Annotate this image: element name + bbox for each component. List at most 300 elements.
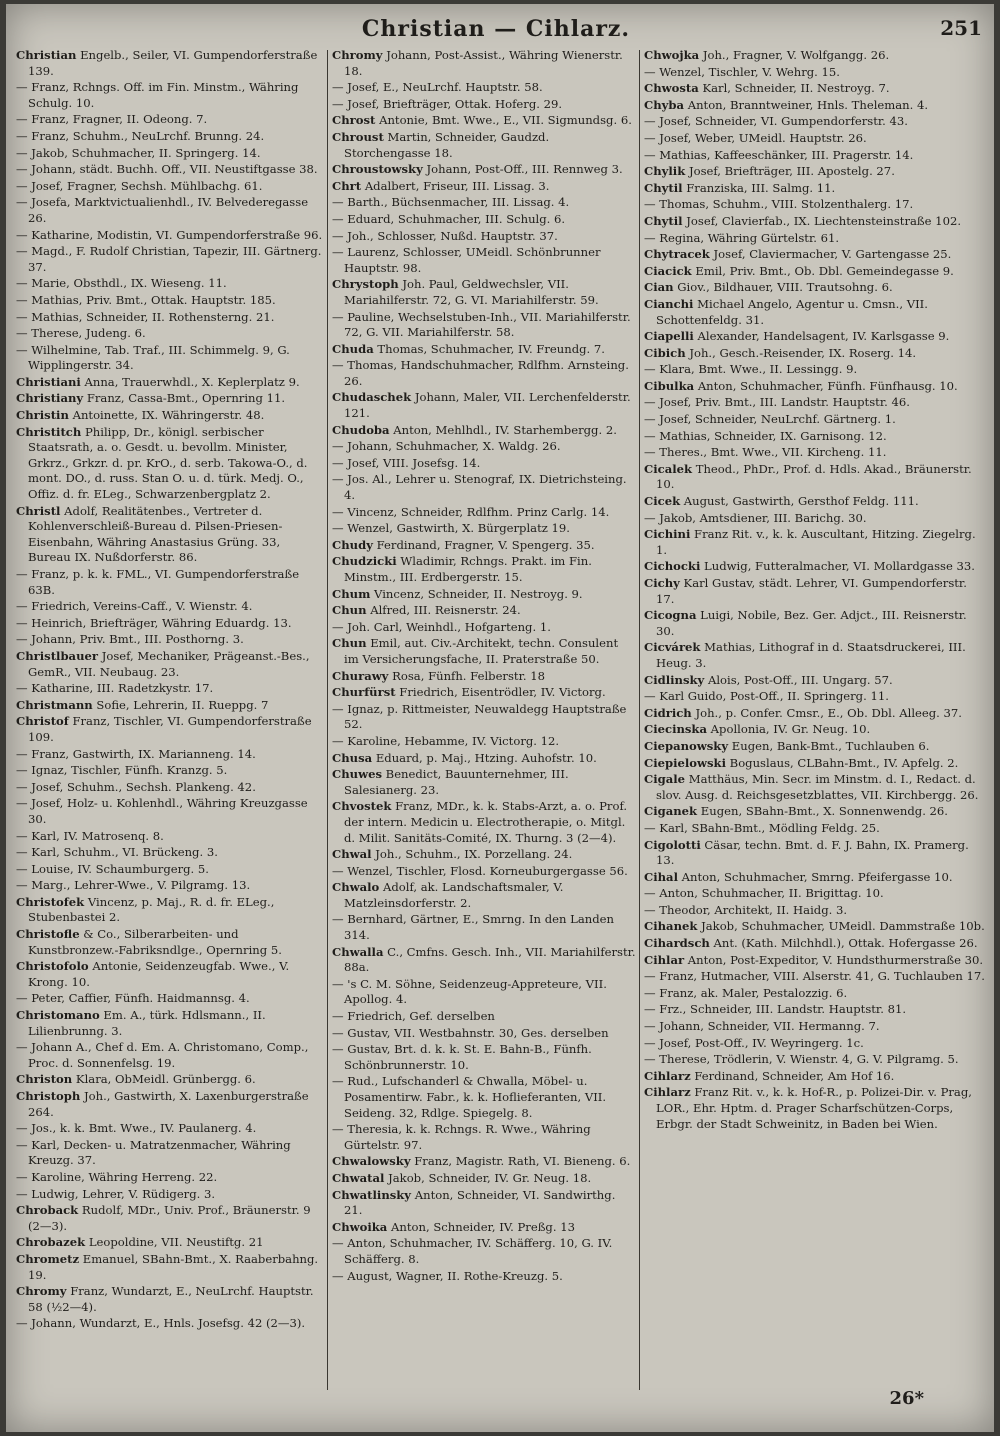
entry-details: — Josefa, Marktvictualienhdl., IV. Belvederegasse 26. xyxy=(16,195,309,225)
entry-surname: Chun xyxy=(332,603,367,618)
page-header xyxy=(6,14,994,48)
entry-details: — Franz, Gastwirth, IX. Marianneng. 14. xyxy=(16,746,256,761)
entry-surname: Christian xyxy=(16,48,77,62)
entry-details: Joh., p. Confer. Cmsr., E., Ob. Dbl. Alleeg. 37. xyxy=(695,705,962,720)
directory-entry xyxy=(644,576,986,607)
directory-entry xyxy=(332,439,636,455)
directory-entry xyxy=(644,559,986,575)
directory-entry xyxy=(644,346,986,362)
entry-details: — Jos., k. k. Bmt. Wwe., IV. Paulanerg. 4. xyxy=(16,1121,257,1136)
entry-surname: Christoph xyxy=(16,1089,81,1103)
directory-entry xyxy=(332,472,636,503)
directory-entry xyxy=(16,375,324,391)
directory-entry xyxy=(16,829,324,845)
entry-surname: Chudy xyxy=(332,537,373,552)
entry-details: Apollonia, IV. Gr. Neug. 10. xyxy=(710,722,871,737)
entry-details: — Gustav, Brt. d. k. k. St. E. Bahn-B., Fünfh. Schönbrunnerstr. 10. xyxy=(332,1042,592,1072)
directory-entry xyxy=(644,986,986,1002)
directory-entry xyxy=(644,903,986,919)
entry-details: Eugen, SBahn-Bmt., X. Sonnenwendg. 26. xyxy=(700,804,948,819)
entry-surname: Chrt xyxy=(332,178,362,193)
directory-entry xyxy=(644,953,986,969)
entry-details: — Eduard, Schuhmacher, III. Schulg. 6. xyxy=(332,211,566,226)
entry-details: Joh., Schuhm., IX. Porzellang. 24. xyxy=(375,847,573,862)
entry-details: Anton, Branntweiner, Hnls. Theleman. 4. xyxy=(687,97,929,112)
directory-entry xyxy=(16,649,324,680)
directory-entry xyxy=(16,276,324,292)
directory-entry xyxy=(16,326,324,342)
directory-entry xyxy=(644,706,986,722)
entry-details: — Josef, VIII. Josefsg. 14. xyxy=(332,455,481,470)
entry-details: — Mathias, Schneider, IX. Garnisong. 12. xyxy=(644,428,887,443)
directory-entry xyxy=(332,977,636,1008)
entry-surname: Chudaschek xyxy=(332,390,412,405)
entry-details: Joh. Paul, Geldwechsler, VII. Mariahilferstr. 72, G. VI. Mariahilferstr. 59. xyxy=(344,277,599,307)
directory-entry xyxy=(332,538,636,554)
directory-entry xyxy=(16,1089,324,1120)
directory-entry xyxy=(16,1138,324,1169)
entry-details: Adolf, Realitätenbes., Vertreter d. Kohlenverschleiß-Bureau d. Pilsen-Priesen-Eisenbahn, Währing Anastasius Grüng. 33, Bureau IX. Nußdorferstr. 86. xyxy=(28,503,283,565)
directory-entry xyxy=(332,423,636,439)
directory-entry xyxy=(16,714,324,745)
entry-details: Eduard, p. Maj., Htzing. Auhofstr. 10. xyxy=(375,750,597,765)
directory-entry xyxy=(644,527,986,558)
entry-surname: Cichini xyxy=(644,527,691,542)
directory-entry xyxy=(644,280,986,296)
directory-entry xyxy=(16,293,324,309)
entry-details: Giov., Bildhauer, VIII. Trautsohng. 6. xyxy=(677,280,893,295)
entry-details: Josef, Clavierfab., IX. Liechtensteinstraße 102. xyxy=(686,213,962,228)
entry-details: — Friedrich, Vereins-Caff., V. Wienstr. 4. xyxy=(16,599,253,614)
entry-surname: Chytracek xyxy=(644,247,710,262)
directory-entry xyxy=(16,747,324,763)
directory-entry xyxy=(644,739,986,755)
entry-details: — Josef, E., NeuLrchf. Hauptstr. 58. xyxy=(332,80,543,95)
entry-surname: Cicogna xyxy=(644,608,697,623)
directory-entry xyxy=(644,969,986,985)
entry-details: Anton, Schneider, IV. Preßg. 13 xyxy=(391,1219,575,1234)
directory-entry xyxy=(644,1036,986,1052)
directory-entry xyxy=(332,310,636,341)
entry-surname: Chwatlinsky xyxy=(332,1187,412,1202)
entry-details: — Magd., F. Rudolf Christian, Tapezir, III. Gärtnerg. 37. xyxy=(16,244,322,274)
directory-entry xyxy=(644,164,986,180)
entry-details: Mathias, Lithograf in d. Staatsdruckerei, III. Heug. 3. xyxy=(656,640,966,670)
entry-details: — Wenzel, Gastwirth, X. Bürgerplatz 19. xyxy=(332,521,570,536)
entry-surname: Christofek xyxy=(16,894,85,909)
directory-entry xyxy=(16,1284,324,1315)
entry-details: Josef, Mechaniker, Prägeanst.-Bes., GemR., VII. Neubaug. 23. xyxy=(28,648,310,679)
entry-details: — Klara, Bmt. Wwe., II. Lessingg. 9. xyxy=(644,362,858,377)
entry-details: Matthäus, Min. Secr. im Minstm. d. I., Redact. d. slov. Ausg. d. Reichsgesetzblattes, VII. Kirchbergg. 26. xyxy=(656,772,979,802)
entry-details: C., Cmfns. Gesch. Inh., VII. Mariahilferstr. 88a. xyxy=(344,944,636,975)
directory-entry xyxy=(332,229,636,245)
directory-entry xyxy=(332,1042,636,1073)
entry-surname: Christofle xyxy=(16,927,80,942)
directory-entry xyxy=(332,521,636,537)
entry-details: — Jos. Al., Lehrer u. Stenograf, IX. Dietrichsteing. 4. xyxy=(332,472,627,503)
entry-surname: Chwojka xyxy=(644,48,700,62)
directory-entry xyxy=(332,195,636,211)
entry-details: Franziska, III. Salmg. 11. xyxy=(686,180,836,195)
entry-details: — Therese, Trödlerin, V. Wienstr. 4, G. V. Pilgramg. 5. xyxy=(644,1052,959,1067)
entry-surname: Cibulka xyxy=(644,378,695,393)
directory-entry xyxy=(332,130,636,161)
entry-surname: Chromy xyxy=(332,48,383,62)
entry-details: — Vincenz, Schneider, Rdlfhm. Prinz Carlg. 14. xyxy=(332,504,610,519)
entry-surname: Cidrich xyxy=(644,705,692,720)
directory-entry xyxy=(332,912,636,943)
entry-details: — Josef, Holz- u. Kohlenhdl., Währing Kreuzgasse 30. xyxy=(16,796,308,826)
entry-surname: Christl xyxy=(16,503,61,518)
directory-entry xyxy=(332,113,636,129)
entry-details: Luigi, Nobile, Bez. Ger. Adjct., III. Reisnerstr. 30. xyxy=(656,608,967,638)
directory-entry xyxy=(16,878,324,894)
entry-details: — Theres., Bmt. Wwe., VII. Kircheng. 11. xyxy=(644,445,887,460)
entry-surname: Ciecinska xyxy=(644,722,707,737)
directory-entry xyxy=(332,1269,636,1285)
directory-entry xyxy=(16,796,324,827)
directory-entry xyxy=(332,685,636,701)
entry-surname: Chwalla xyxy=(332,944,384,959)
entry-surname: Ciganek xyxy=(644,804,698,819)
entry-details: Emil, aut. Civ.-Architekt, techn. Consulent im Versicherungsfache, II. Praterstraße 50. xyxy=(344,636,619,666)
entry-surname: Chrost xyxy=(332,113,376,128)
entry-surname: Chuda xyxy=(332,341,374,356)
directory-entry xyxy=(16,343,324,374)
directory-entry xyxy=(16,862,324,878)
directory-entry xyxy=(644,886,986,902)
entry-details: — Karl, IV. Matrosenq. 8. xyxy=(16,828,164,843)
directory-entry xyxy=(644,1002,986,1018)
directory-entry xyxy=(16,763,324,779)
entry-details: Franz Rit. v., k. k. Auscultant, Hitzing. Ziegelrg. 1. xyxy=(656,527,976,557)
entry-details: — Joh., Schlosser, Nußd. Hauptstr. 37. xyxy=(332,228,558,243)
directory-entry xyxy=(644,181,986,197)
directory-entry xyxy=(16,228,324,244)
entry-details: Thomas, Schuhmacher, IV. Freundg. 7. xyxy=(377,341,605,356)
directory-entry xyxy=(332,1236,636,1267)
entry-details: Ferdinand, Fragner, V. Spengerg. 35. xyxy=(376,537,595,552)
column-divider xyxy=(639,50,640,1390)
entry-details: — Josef, Post-Off., IV. Weyringerg. 1c. xyxy=(644,1035,864,1050)
directory-entry xyxy=(16,927,324,958)
entry-details: Franz, Tischler, VI. Gumpendorferstraße 109. xyxy=(28,714,312,744)
directory-entry xyxy=(332,1122,636,1153)
entry-details: Em. A., türk. Hdlsmann., II. Lilienbrunng. 3. xyxy=(28,1008,266,1038)
directory-entry xyxy=(16,1040,324,1071)
entry-surname: Cihanek xyxy=(644,919,698,934)
directory-entry xyxy=(332,603,636,619)
entry-details: — Franz, Hutmacher, VIII. Alserstr. 41, G. Tuchlauben 17. xyxy=(644,969,985,984)
entry-details: — Josef, Briefträger, Ottak. Hoferg. 29. xyxy=(332,96,563,111)
directory-entry xyxy=(644,297,986,328)
directory-entry xyxy=(16,991,324,1007)
entry-surname: Chudzicki xyxy=(332,554,397,569)
entry-surname: Chrometz xyxy=(16,1251,80,1266)
entry-details: Rudolf, MDr., Univ. Prof., Bräunerstr. 9 (2—3). xyxy=(28,1203,311,1233)
entry-details: — Jakob, Schuhmacher, II. Springerg. 14. xyxy=(16,145,261,160)
directory-entry xyxy=(644,608,986,639)
entry-details: — Anton, Schuhmacher, IV. Schäfferg. 10, G. IV. Schäfferg. 8. xyxy=(332,1236,613,1266)
entry-details: Martin, Schneider, Gaudzd. Storchengasse 18. xyxy=(344,129,550,160)
entry-details: — Karl, SBahn-Bmt., Mödling Feldg. 25. xyxy=(644,820,880,835)
entry-surname: Chwatal xyxy=(332,1170,385,1185)
directory-entry xyxy=(644,919,986,935)
entry-surname: Cihal xyxy=(644,869,678,884)
entry-details: — Johann, städt. Buchh. Off., VII. Neustiftgasse 38. xyxy=(16,162,318,177)
entry-details: — Franz, ak. Maler, Pestalozzig. 6. xyxy=(644,985,848,1000)
directory-entry xyxy=(16,895,324,926)
directory-entry xyxy=(332,620,636,636)
entry-details: — Franz, Rchngs. Off. im Fin. Minstm., Währing Schulg. 10. xyxy=(16,80,299,110)
directory-entry xyxy=(332,212,636,228)
directory-entry xyxy=(644,329,986,345)
directory-entry xyxy=(644,756,986,772)
entry-surname: Ciapelli xyxy=(644,329,694,344)
entry-details: Benedict, Bauunternehmer, III. Salesianerg. 23. xyxy=(344,767,569,797)
entry-details: — Marg., Lehrer-Wwe., V. Pilgramg. 13. xyxy=(16,878,251,893)
entry-details: Emanuel, SBahn-Bmt., X. Raaberbahng. 19. xyxy=(28,1251,319,1282)
directory-entry xyxy=(332,1009,636,1025)
signature-mark: 26* xyxy=(889,1388,924,1409)
directory-entry xyxy=(644,81,986,97)
directory-entry xyxy=(332,1171,636,1187)
directory-entry xyxy=(644,395,986,411)
entry-details: Vincenz, Schneider, II. Nestroyg. 9. xyxy=(374,586,583,601)
entry-details: Ferdinand, Schneider, Am Hof 16. xyxy=(694,1068,895,1083)
directory-entry xyxy=(16,1121,324,1137)
directory-entry xyxy=(16,1203,324,1234)
entry-details: — Johann A., Chef d. Em. A. Christomano, Comp., Proc. d. Sonnenfelsg. 19. xyxy=(16,1040,309,1070)
entry-details: — Franz, p. k. k. FML., VI. Gumpendorferstraße 63B. xyxy=(16,567,300,597)
entry-surname: Cihlarz xyxy=(644,1085,691,1100)
entry-details: — Josef, Priv. Bmt., III. Landstr. Hauptstr. 46. xyxy=(644,395,910,410)
entry-surname: Christon xyxy=(16,1072,73,1087)
entry-details: Anton, Post-Expeditor, V. Hundsthurmerstraße 30. xyxy=(687,952,984,967)
entry-surname: Cicek xyxy=(644,494,681,509)
directory-entry xyxy=(332,734,636,750)
directory-entry xyxy=(644,936,986,952)
directory-entry xyxy=(644,429,986,445)
entry-surname: Cihlar xyxy=(644,952,685,967)
directory-entry xyxy=(644,98,986,114)
directory-entry xyxy=(644,445,986,461)
entry-details: Josef, Briefträger, III. Apostelg. 27. xyxy=(688,164,895,179)
entry-surname: Ciacick xyxy=(644,263,692,278)
directory-entry xyxy=(644,65,986,81)
directory-entry xyxy=(16,129,324,145)
entry-details: Leopoldine, VII. Neustiftg. 21 xyxy=(88,1235,264,1250)
entry-details: — Louise, IV. Schaumburgerg. 5. xyxy=(16,861,209,876)
entry-surname: Chudoba xyxy=(332,422,390,437)
directory-entry xyxy=(644,804,986,820)
entry-details: Joh., Fragner, V. Wolfgangg. 26. xyxy=(702,48,890,62)
entry-surname: Christmann xyxy=(16,697,93,712)
entry-surname: Chun xyxy=(332,636,367,651)
directory-entry xyxy=(332,767,636,798)
directory-entry xyxy=(332,751,636,767)
entry-surname: Churfürst xyxy=(332,685,396,700)
directory-entry xyxy=(644,1019,986,1035)
entry-details: Karl Gustav, städt. Lehrer, VI. Gumpendorferstr. 17. xyxy=(656,576,967,606)
directory-entry xyxy=(644,362,986,378)
entry-details: Alfred, III. Reisnerstr. 24. xyxy=(370,603,521,618)
directory-entry xyxy=(644,1069,986,1085)
entry-details: — Franz, Fragner, II. Odeong. 7. xyxy=(16,112,208,127)
entry-surname: Christiani xyxy=(16,374,81,389)
directory-entry xyxy=(644,772,986,803)
directory-entry xyxy=(332,636,636,667)
entry-details: Adalbert, Friseur, III. Lissag. 3. xyxy=(364,178,550,193)
directory-entry xyxy=(16,616,324,632)
directory-entry xyxy=(332,702,636,733)
entry-details: Jakob, Schneider, IV. Gr. Neug. 18. xyxy=(388,1170,592,1185)
entry-details: Theod., PhDr., Prof. d. Hdls. Akad., Bräunerstr. 10. xyxy=(656,461,972,492)
entry-details: Joh., Gastwirth, X. Laxenburgerstraße 264. xyxy=(28,1089,309,1119)
directory-entry xyxy=(16,425,324,503)
entry-surname: Chrobazek xyxy=(16,1235,86,1250)
entry-details: — Wilhelmine, Tab. Traf., III. Schimmelg. 9, G. Wipplingerstr. 34. xyxy=(16,342,290,373)
directory-entry xyxy=(16,698,324,714)
entry-details: — Laurenz, Schlosser, UMeidl. Schönbrunner Hauptstr. 98. xyxy=(332,245,601,275)
directory-entry xyxy=(332,554,636,585)
directory-entry xyxy=(644,1052,986,1068)
entry-details: Vincenz, p. Maj., R. d. fr. ELeg., Stubenbastei 2. xyxy=(28,894,275,925)
entry-details: Adolf, ak. Landschaftsmaler, V. Matzleinsdorferstr. 2. xyxy=(344,880,564,910)
directory-entry xyxy=(16,162,324,178)
directory-entry xyxy=(332,277,636,308)
column-3 xyxy=(644,48,986,1388)
column-2 xyxy=(332,48,636,1388)
entry-surname: Chvostek xyxy=(332,799,392,814)
entry-details: Anton, Schneider, VI. Sandwirthg. 21. xyxy=(344,1187,616,1218)
entry-details: — Katharine, Modistin, VI. Gumpendorferstraße 96. xyxy=(16,227,323,242)
entry-details: — Ignaz, Tischler, Fünfh. Kranzg. 5. xyxy=(16,763,228,778)
directory-entry xyxy=(16,1187,324,1203)
entry-surname: Cihardsch xyxy=(644,936,710,951)
entry-details: — Heinrich, Briefträger, Währing Eduardg. 13. xyxy=(16,615,292,630)
entry-surname: Ciepielowski xyxy=(644,755,726,770)
entry-details: — Johann, Schneider, VII. Hermanng. 7. xyxy=(644,1019,880,1034)
directory-entry xyxy=(16,1316,324,1332)
entry-details: — Franz, Schuhm., NeuLrchf. Brunng. 24. xyxy=(16,128,265,143)
directory-entry xyxy=(332,358,636,389)
entry-details: Anton, Mehlhdl., IV. Starhembergg. 2. xyxy=(393,422,617,437)
entry-surname: Chwalo xyxy=(332,880,380,895)
entry-details: — Karl Guido, Post-Off., II. Springerg. 11. xyxy=(644,689,889,704)
entry-details: Antonie, Seidenzeugfab. Wwe., V. Krong. 10. xyxy=(28,959,290,989)
directory-entry xyxy=(16,632,324,648)
entry-details: Anna, Trauerwhdl., X. Keplerplatz 9. xyxy=(84,374,300,389)
entry-details: — Anton, Schuhmacher, II. Brigittag. 10. xyxy=(644,886,884,901)
directory-entry xyxy=(16,1072,324,1088)
directory-entry xyxy=(332,97,636,113)
entry-details: Philipp, Dr., königl. serbischer Staatsrath, a. o. Gesdt. u. bevollm. Minister, Grkrz., Grkzr. d. pr. KrO., d. serb. Takowa-O., d. mont. DO., d. russ. Stan O. u. d. türk. Medj. O., Offiz. d. fr. ELeg., Schwarzenbergplatz 2. xyxy=(28,424,308,502)
directory-page xyxy=(6,4,994,1432)
directory-entry xyxy=(16,391,324,407)
entry-surname: Chrystoph xyxy=(332,277,399,292)
entry-details: Ludwig, Futteralmacher, VI. Mollardgasse 33. xyxy=(704,559,975,574)
entry-details: Antonie, Bmt. Wwe., E., VII. Sigmundsg. 6. xyxy=(379,113,632,128)
directory-entry xyxy=(16,1170,324,1186)
entry-details: Franz, Cassa-Bmt., Opernring 11. xyxy=(86,391,286,406)
entry-details: — Regina, Währing Gürtelstr. 61. xyxy=(644,230,840,245)
entry-details: Alois, Post-Off., III. Ungarg. 57. xyxy=(707,672,893,687)
entry-details: — Marie, Obsthdl., IX. Wieseng. 11. xyxy=(16,276,227,291)
entry-details: — Pauline, Wechselstuben-Inh., VII. Mariahilferstr. 72, G. VII. Mariahilferstr. 58. xyxy=(332,309,631,340)
directory-entry xyxy=(332,390,636,421)
directory-entry xyxy=(332,864,636,880)
entry-details: & Co., Silberarbeiten- und Kunstbronzew.-Fabriksndlge., Opernring 5. xyxy=(28,927,282,957)
entry-details: — Therese, Judeng. 6. xyxy=(16,326,146,341)
directory-entry xyxy=(644,379,986,395)
entry-details: — Katharine, III. Radetzkystr. 17. xyxy=(16,681,214,696)
entry-details: August, Gastwirth, Gersthof Feldg. 111. xyxy=(683,494,919,509)
directory-entry xyxy=(16,179,324,195)
directory-entry xyxy=(332,456,636,472)
entry-details: — Rud., Lufschanderl & Chwalla, Möbel- u. Posamentirw. Fabr., k. k. Hoflieferanten, VII. Seideng. 32, Rdlge. Spiegelg. 8. xyxy=(332,1074,607,1120)
entry-details: Antoinette, IX. Währingerstr. 48. xyxy=(72,408,265,423)
entry-surname: Chylik xyxy=(644,164,686,179)
directory-entry xyxy=(16,146,324,162)
entry-details: — Jakob, Amtsdiener, III. Barichg. 30. xyxy=(644,510,867,525)
directory-entry xyxy=(332,1188,636,1219)
directory-entry xyxy=(644,1085,986,1132)
column-1 xyxy=(16,48,324,1388)
entry-surname: Chuwes xyxy=(332,767,382,782)
entry-details: — Joh. Carl, Weinhdl., Hofgarteng. 1. xyxy=(332,619,551,634)
entry-details: — Josef, Weber, UMeidl. Hauptstr. 26. xyxy=(644,130,867,145)
directory-entry xyxy=(16,1252,324,1283)
directory-entry xyxy=(644,247,986,263)
entry-surname: Cibich xyxy=(644,345,686,360)
entry-details: Karl, Schneider, II. Nestroyg. 7. xyxy=(702,81,890,96)
entry-details: Franz, MDr., k. k. Stabs-Arzt, a. o. Prof. der intern. Medicin u. Electrotherapie, o. Mitgl. d. Milit. Sanitäts-Comité, IX. Thurng. 3 (2—4). xyxy=(344,799,628,845)
entry-surname: Christiany xyxy=(16,391,84,406)
entry-surname: Cichy xyxy=(644,576,680,590)
entry-details: Josef, Claviermacher, V. Gartengasse 25. xyxy=(713,247,952,262)
entry-details: — Peter, Caffier, Fünfh. Haidmannsg. 4. xyxy=(16,991,250,1006)
entry-details: Anton, Schuhmacher, Smrng. Pfeifergasse 10. xyxy=(681,869,953,884)
directory-entry xyxy=(644,494,986,510)
directory-entry xyxy=(644,838,986,869)
entry-details: Michael Angelo, Agentur u. Cmsn., VII. Schottenfeldg. 31. xyxy=(656,296,928,327)
directory-entry xyxy=(16,195,324,226)
entry-details: Franz, Wundarzt, E., NeuLrchf. Hauptstr. 58 (½2—4). xyxy=(28,1284,314,1314)
entry-details: Johann, Post-Off., III. Rennweg 3. xyxy=(426,162,623,177)
entry-details: — Mathias, Kaffeeschänker, III. Pragerstr. 14. xyxy=(644,147,914,162)
entry-details: Alexander, Handelsagent, IV. Karlsgasse 9. xyxy=(697,329,950,344)
entry-surname: Chromy xyxy=(16,1284,67,1299)
directory-entry xyxy=(644,197,986,213)
entry-details: Ant. (Kath. Milchhdl.), Ottak. Hofergasse 26. xyxy=(713,936,978,951)
entry-surname: Cicvárek xyxy=(644,640,701,655)
entry-details: Joh., Gesch.-Reisender, IX. Roserg. 14. xyxy=(689,345,917,360)
entry-details: — Josef, Schneider, VI. Gumpendorferstr. 43. xyxy=(644,114,908,129)
entry-details: — Karoline, Währing Herreng. 22. xyxy=(16,1169,218,1184)
entry-details: Johann, Post-Assist., Währing Wienerstr. 18. xyxy=(344,48,623,78)
entry-details: Rosa, Fünfh. Felberstr. 18 xyxy=(392,668,545,683)
entry-details: — Karl, Decken- u. Matratzenmacher, Währing Kreuzg. 37. xyxy=(16,1137,291,1168)
directory-entry xyxy=(644,264,986,280)
entry-surname: Christitch xyxy=(16,424,82,439)
entry-surname: Chwalowsky xyxy=(332,1154,411,1169)
directory-entry xyxy=(332,847,636,863)
directory-entry xyxy=(644,412,986,428)
directory-entry xyxy=(332,1220,636,1236)
entry-details: — Karl, Schuhm., VI. Brückeng. 3. xyxy=(16,845,218,860)
